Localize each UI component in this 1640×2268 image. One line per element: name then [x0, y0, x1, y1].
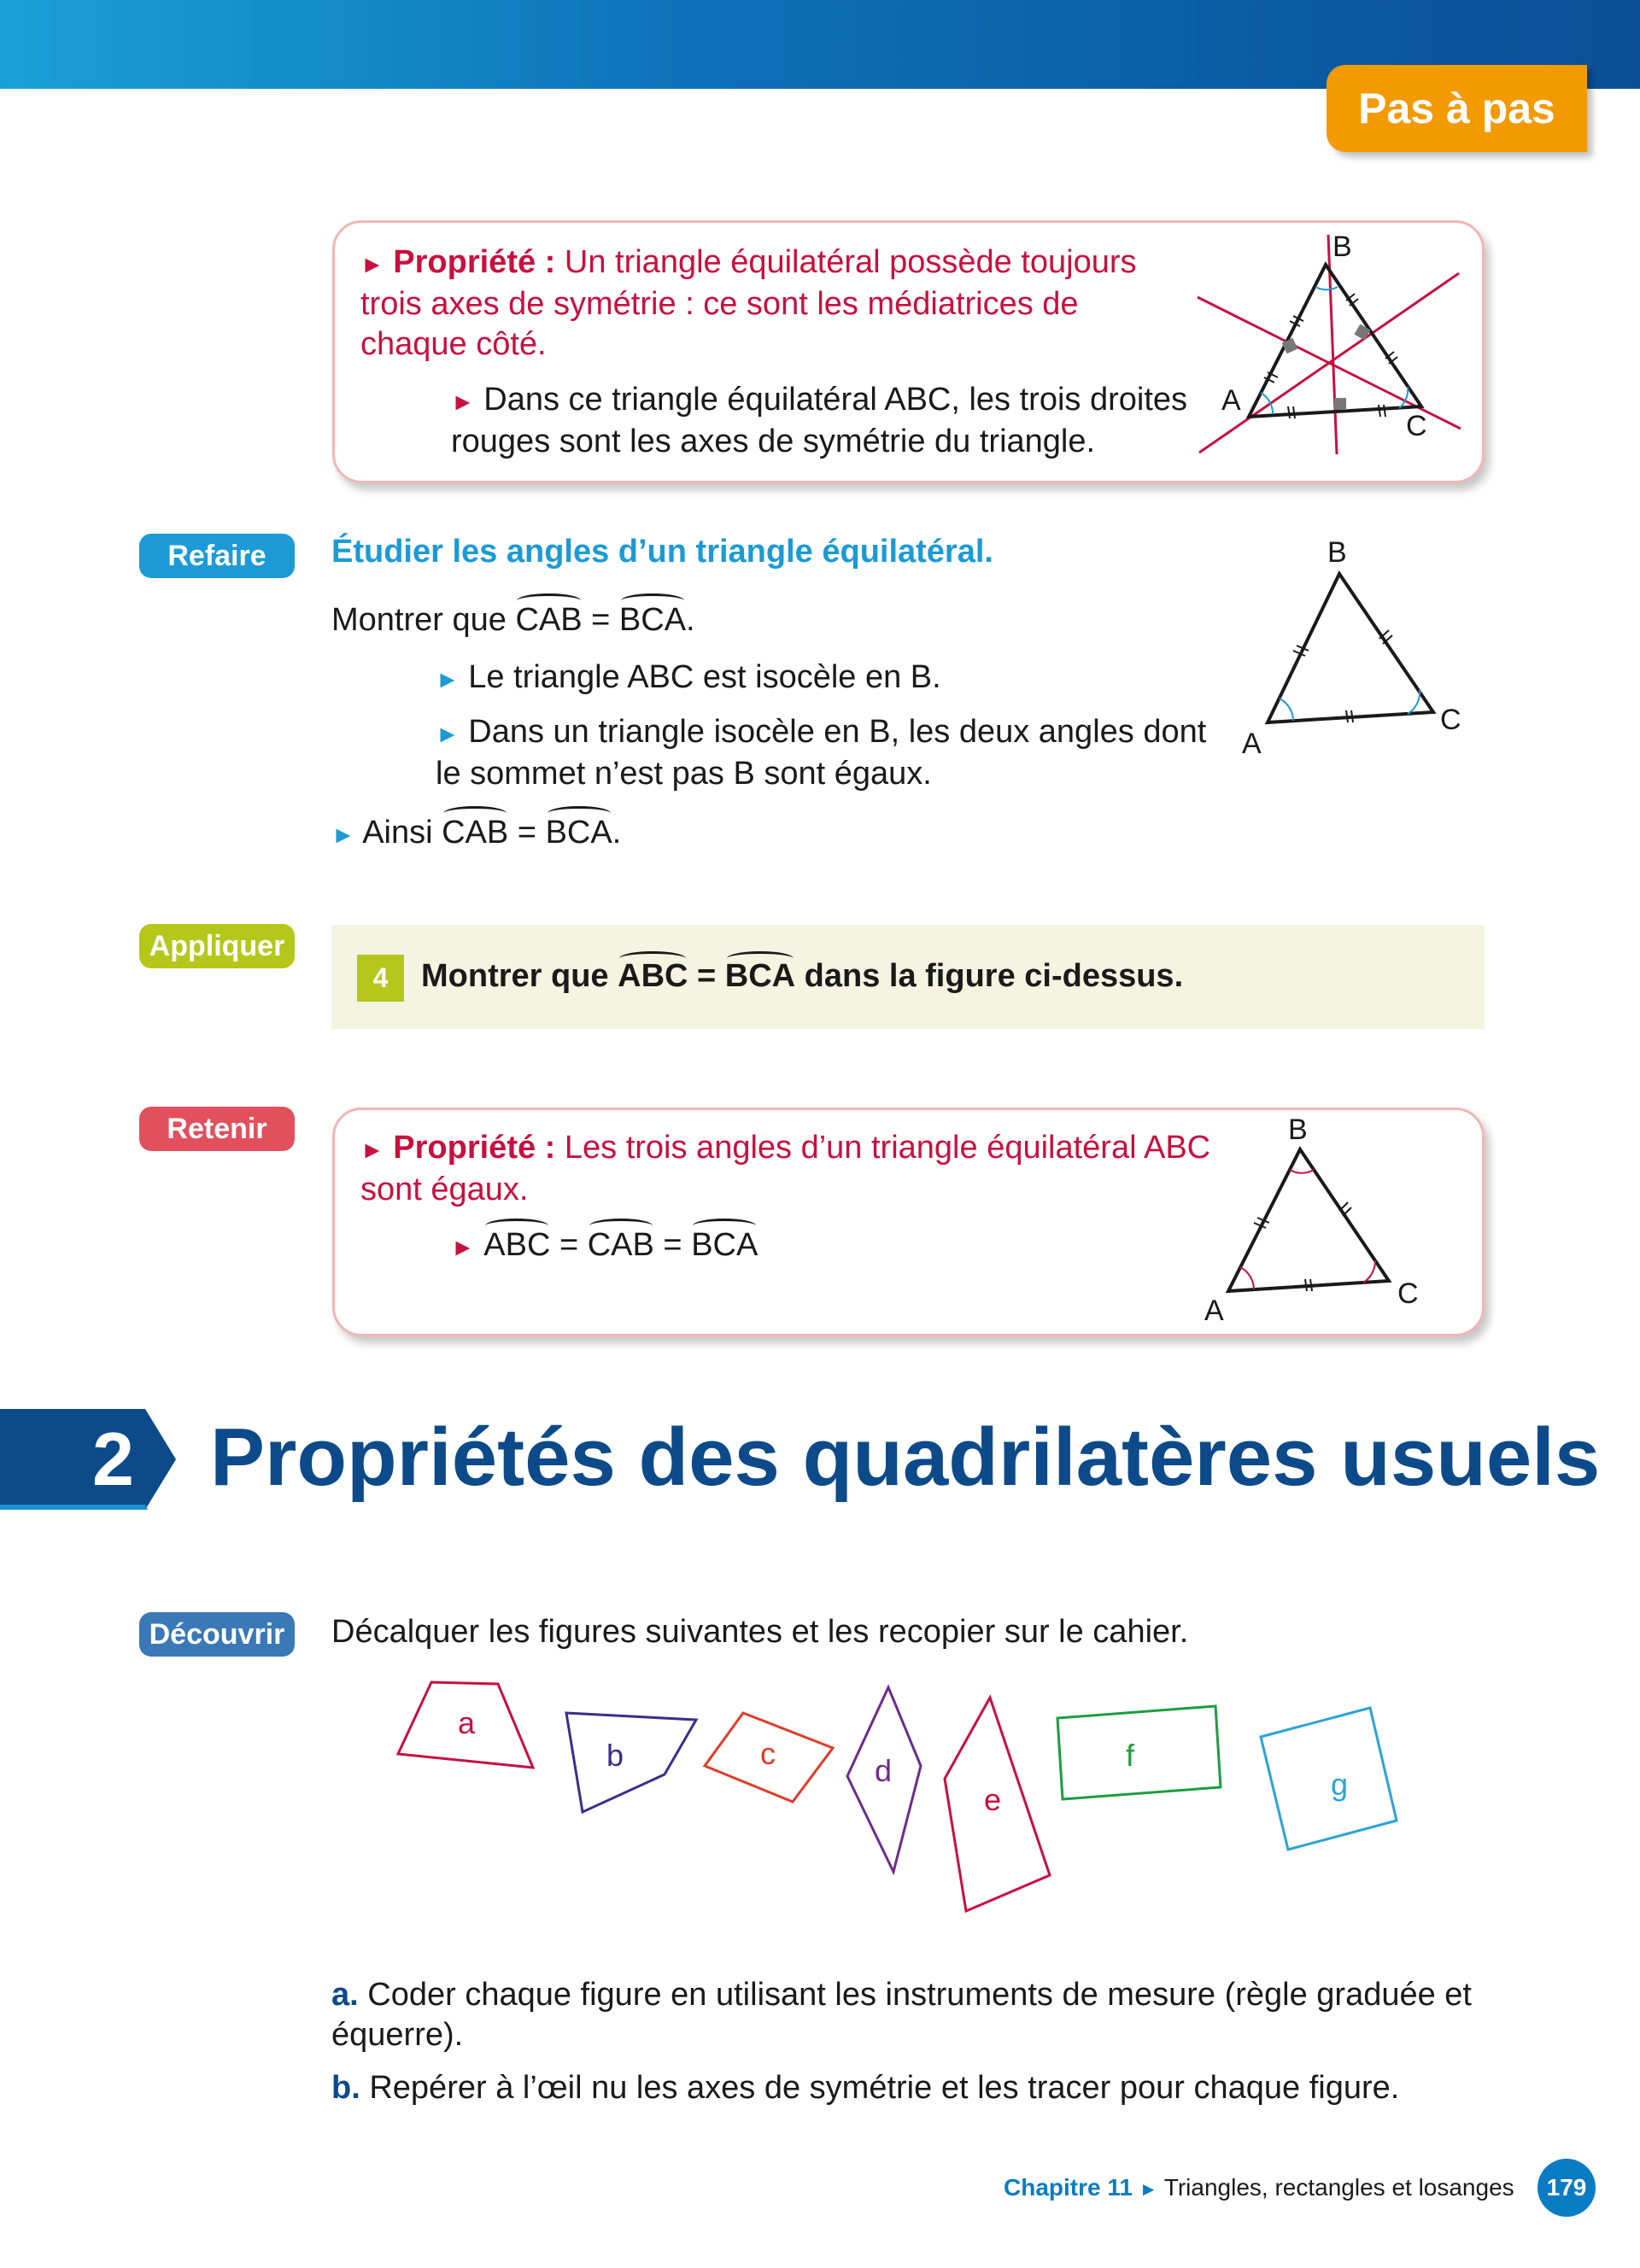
section-number-tab — [0, 1409, 179, 1510]
angle-abc: ABC — [483, 1225, 550, 1266]
equals-sign: = — [582, 602, 619, 638]
refaire-label: Refaire — [139, 534, 295, 578]
angle-bca: BCA — [546, 813, 612, 853]
bullet-icon: ► — [436, 666, 460, 693]
refaire-step-2 — [436, 712, 1221, 794]
right-angle-mark — [1334, 398, 1346, 410]
question-a-text: Coder chaque figure en utilisant les instruments de mesure (règle graduée et équerre). — [331, 1977, 1472, 2053]
vertex-label-b: B — [1332, 231, 1352, 263]
refaire-step-2-text: Dans un triangle isocèle en B, les deux angles dont le sommet n’est pas B sont égaux. — [436, 714, 1207, 792]
section-title: Propriétés des quadrilatères usuels — [210, 1412, 1601, 1503]
appliquer-suffix: dans la figure ci-dessus. — [795, 958, 1184, 994]
angle-bca: BCA — [691, 1225, 758, 1266]
decouvrir-label: Découvrir — [139, 1612, 295, 1657]
refaire-conclusion — [331, 813, 621, 855]
question-b — [331, 2068, 1476, 2108]
refaire-question — [331, 600, 695, 640]
shape-label-f: f — [1126, 1738, 1135, 1773]
vertex-label-a: A — [1204, 1295, 1224, 1327]
property-1-example-text: Dans ce triangle équilatéral ABC, les trois droites rouges sont les axes de symétrie du triangle. — [451, 382, 1188, 459]
angle-cab: CAB — [442, 813, 508, 853]
angle-abc: ABC — [618, 958, 688, 994]
exercise-number: 4 — [357, 955, 404, 1002]
footer-chapter — [1004, 2174, 1514, 2201]
shape-label-d: d — [875, 1753, 893, 1788]
shape-g — [1261, 1708, 1397, 1850]
appliquer-prefix: Montrer que — [421, 958, 618, 994]
period: . — [612, 815, 622, 850]
refaire-conclusion-prefix: Ainsi — [362, 815, 442, 850]
property-1-text — [360, 243, 1159, 365]
page-number: 179 — [1538, 2159, 1596, 2217]
shape-label-g: g — [1331, 1767, 1349, 1802]
shape-b — [566, 1713, 696, 1812]
vertex-label-a: A — [1221, 384, 1241, 417]
shape-label-c: c — [760, 1736, 776, 1771]
equal-angles-figure — [1196, 1108, 1452, 1330]
shape-label-a: a — [458, 1705, 476, 1740]
equals-sign: = — [508, 815, 546, 850]
bullet-icon: ► — [451, 389, 475, 415]
property-1-example — [451, 380, 1194, 462]
retenir-text — [360, 1128, 1215, 1210]
shape-label-b: b — [606, 1738, 624, 1773]
bullet-icon: ► — [451, 1234, 475, 1260]
isosceles-figure — [1230, 536, 1469, 767]
angle-cab: CAB — [588, 1225, 654, 1266]
chapter-title: Triangles, rectangles et losanges — [1163, 2174, 1514, 2201]
vertex-label-a: A — [1242, 728, 1262, 760]
question-a-label: a. — [331, 1977, 359, 2013]
refaire-title: Étudier les angles d’un triangle équilatéral. — [331, 534, 993, 570]
shape-label-e: e — [984, 1782, 1002, 1817]
angle-bca: BCA — [724, 958, 796, 994]
angle-cab: CAB — [515, 600, 582, 640]
equals-sign: = — [653, 1227, 692, 1263]
bullet-icon: ► — [360, 251, 384, 278]
appliquer-label: Appliquer — [139, 924, 295, 968]
bullet-icon: ► — [360, 1137, 384, 1163]
retenir-equality — [451, 1225, 758, 1267]
bullet-icon: ► — [1139, 2178, 1158, 2200]
vertex-label-b: B — [1288, 1114, 1308, 1146]
equals-sign: = — [688, 958, 725, 994]
chapter-label: Chapitre 11 — [1004, 2174, 1133, 2201]
question-a — [331, 1975, 1476, 2055]
refaire-step-1-text: Le triangle ABC est isocèle en B. — [468, 659, 941, 695]
bullet-icon: ► — [436, 721, 460, 747]
retenir-label: Retenir — [139, 1107, 295, 1151]
decouvrir-text: Décalquer les figures suivantes et les recopier sur le cahier. — [331, 1614, 1189, 1650]
bullet-icon: ► — [331, 821, 355, 848]
period: . — [686, 602, 695, 638]
retenir-title: Propriété : — [393, 1130, 556, 1166]
refaire-question-prefix: Montrer que — [331, 602, 516, 638]
angle-bca: BCA — [619, 600, 686, 640]
question-b-text: Repérer à l’œil nu les axes de symétrie et les tracer pour chaque figure. — [369, 2070, 1400, 2106]
refaire-step-1 — [436, 658, 1204, 699]
section-number: 2 — [92, 1417, 134, 1501]
vertex-label-b: B — [1327, 536, 1347, 569]
vertex-label-c: C — [1440, 704, 1461, 736]
equilateral-axes-figure — [1187, 231, 1478, 461]
retenir-statement: Les trois angles d’un triangle équilatéral ABC sont égaux. — [360, 1130, 1211, 1207]
equals-sign: = — [550, 1227, 588, 1263]
shape-f — [1057, 1706, 1221, 1799]
question-b-label: b. — [331, 2070, 360, 2106]
pas-a-pas-badge: Pas à pas — [1327, 65, 1587, 152]
appliquer-question — [421, 958, 1183, 995]
quadrilaterals-figure — [384, 1674, 1435, 1930]
vertex-label-c: C — [1397, 1277, 1419, 1310]
property-1-title: Propriété : — [393, 244, 556, 280]
property-1-statement: Un triangle équilatéral possède toujours trois axes de symétrie : ce sont les médiatrices de chaque côté. — [360, 244, 1137, 362]
vertex-label-c: C — [1406, 410, 1427, 442]
